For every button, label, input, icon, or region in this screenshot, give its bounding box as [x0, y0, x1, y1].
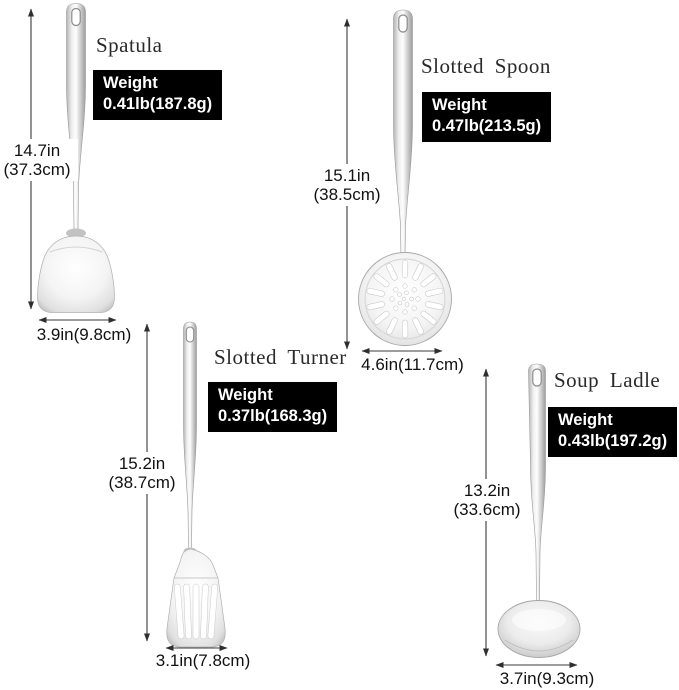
weight-badge-soup-ladle: [548, 407, 677, 457]
length-centimeters: (37.3cm): [3, 160, 71, 179]
length-inches: 15.2in: [118, 454, 166, 473]
product-title-slotted-turner: Slotted Turner: [214, 345, 347, 369]
length-dimension-label-slotted-spoon: [305, 164, 389, 206]
length-dimension-label-soup-ladle: [445, 479, 529, 521]
weight-value: 0.37lb(168.3g): [218, 407, 328, 425]
weight-badge-slotted-turner: [208, 382, 337, 432]
weight-value: 0.43lb(197.2g): [558, 432, 668, 450]
width-dimension-label-soup-ladle: 3.7in(9.3cm): [494, 669, 600, 688]
weight-badge-spatula: [93, 70, 222, 120]
length-inches: 14.7in: [13, 141, 61, 160]
product-title-spatula: Spatula: [96, 33, 163, 57]
length-dimension-label-spatula: [0, 139, 78, 181]
width-dimension-label-slotted-turner: 3.1in(7.8cm): [149, 651, 257, 670]
length-inches: 13.2in: [463, 481, 511, 500]
product-title-slotted-spoon: Slotted Spoon: [421, 54, 551, 78]
length-inches: 15.1in: [323, 166, 371, 185]
width-dimension-label-spatula: 3.9in(9.8cm): [30, 325, 138, 344]
weight-label: Weight: [218, 386, 273, 404]
width-dimension-label-slotted-spoon: 4.6in(11.7cm): [355, 355, 470, 374]
length-centimeters: (38.5cm): [313, 185, 381, 204]
weight-label: Weight: [432, 96, 487, 114]
weight-value: 0.41lb(187.8g): [103, 95, 213, 113]
length-centimeters: (33.6cm): [453, 500, 521, 519]
weight-badge-slotted-spoon: [422, 92, 551, 142]
length-dimension-label-slotted-turner: [100, 452, 184, 494]
slotted-turner-slots: [174, 584, 218, 639]
product-title-soup-ladle: Soup Ladle: [554, 368, 661, 392]
length-centimeters: (38.7cm): [108, 473, 176, 492]
weight-label: Weight: [558, 411, 613, 429]
weight-value: 0.47lb(213.5g): [432, 117, 542, 135]
weight-label: Weight: [103, 74, 158, 92]
